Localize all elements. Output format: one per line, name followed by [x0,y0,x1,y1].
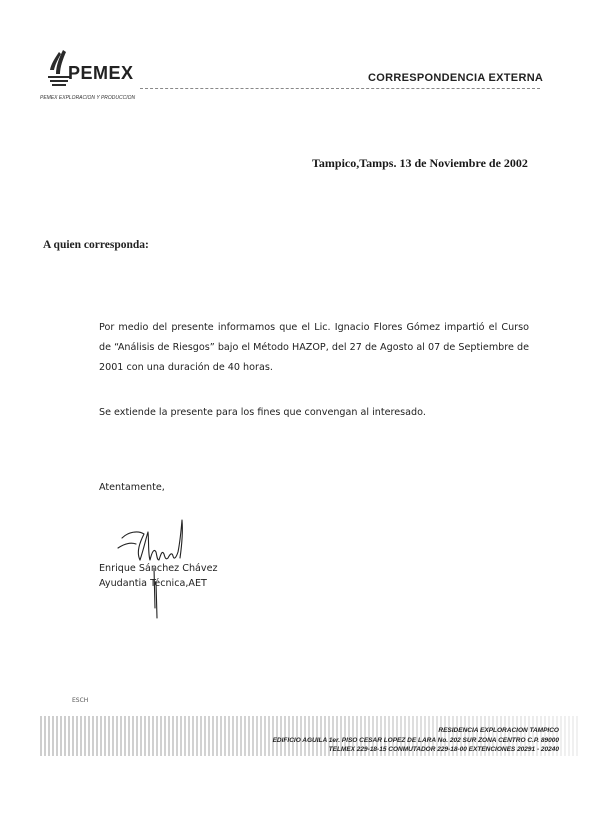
section-title: CORRESPONDENCIA EXTERNA [368,72,544,84]
signer-title: Ayudantia Técnica,AET [99,578,207,589]
paragraph-2: Se extiende la presente para los fines que convengan al interesado. [99,407,426,418]
signer-name: Enrique Sánchez Chávez [99,563,218,574]
salutation: A quien corresponda: [43,239,149,251]
header-divider [140,88,540,89]
letter-date: Tampico,Tamps. 13 de Noviembre de 2002 [312,156,528,170]
typist-initials: ESCH [72,697,89,704]
footer-line-3: TELMEX 229-18-15 CONMUTADOR 229-18-00 EXTENCIONES 20291 - 20240 [328,746,559,753]
brand-name: PEMEX [68,63,134,83]
closing: Atentamente, [99,482,165,493]
footer-line-1: RESIDENCIA EXPLORACION TAMPICO [438,727,559,734]
brand-tagline: PEMEX EXPLORACION Y PRODUCCION [40,95,136,101]
footer-line-2: EDIFICIO AGUILA 1er. PISO CESAR LOPEZ DE LARA No. 202 SUR ZONA CENTRO C.P. 89000 [272,737,559,744]
paragraph-1: Por medio del presente informamos que el Lic. Ignacio Flores Gómez impartió el Curso de “Análisis de Riesgos” bajo el Método HAZOP, del 27 de Agosto al 07 de Septiembre de 2001 con una duración de 40 horas. [99,322,529,373]
